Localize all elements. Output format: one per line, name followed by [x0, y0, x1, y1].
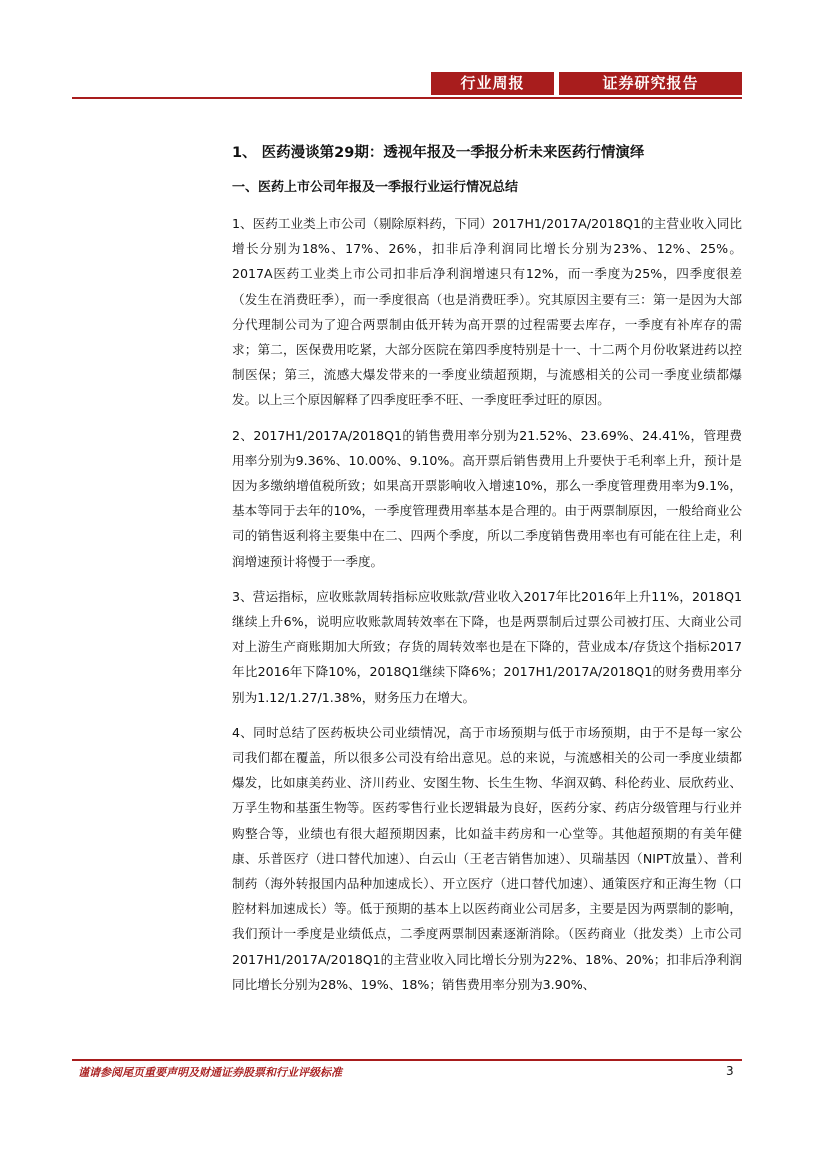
section-subtitle: 一、医药上市公司年报及一季报行业运行情况总结 [232, 180, 519, 195]
paragraph-2: 2、2017H1/2017A/2018Q1的销售费用率分别为21.52%、23.69%、24.41%，管理费用率分别为9.36%、10.00%、9.10%。高开票后销售费用上升要快于毛利率上升，预计是因为多缴纳增值税所致；如果高开票影响收入增速10%，那么一季度管理费用率为9.1%，基本等同于去年的10%，一季度管理费用率基本是合理的。由于两票制原因，一般给商业公司的销售返利将主要集中在二、四两个季度，所以二季度销售费用率也有可能在往上走，利润增速预计将慢于一季度。 [232, 427, 742, 569]
paragraph-3: 3、营运指标，应收账款周转指标应收账款/营业收入2017年比2016年上升11%，2018Q1继续上升6%，说明应收账款周转效率在下降，也是两票制后过票公司被打压、大商业公司对上游生产商账期加大所致；存货的周转效率也是在下降的，营业成本/存货这个指标2017年比2016年下降10%，2018Q1继续下降6%；2017H1/2017A/2018Q1的财务费用率分别为1.12/1.27/1.38%，财务压力在增大。 [232, 588, 742, 705]
header-tag-weekly: 行业周报 [431, 72, 554, 95]
section-title: 1、 医药漫谈第29期：透视年报及一季报分析未来医药行情演绎 [232, 145, 645, 161]
header-divider [72, 97, 742, 99]
paragraph-4: 4、同时总结了医药板块公司业绩情况，高于市场预期与低于市场预期，由于不是每一家公司我们都在覆盖，所以很多公司没有给出意见。总的来说，与流感相关的公司一季度业绩都爆发，比如康美药业、济川药业、安图生物、长生生物、华润双鹤、科伦药业、辰欣药业、万孚生物和基蛋生物等。医药零售行业长逻辑最为良好，医药分家、药店分级管理与行业并购整合等，业绩也有很大超预期因素，比如益丰药房和一心堂等。其他超预期的有美年健康、乐普医疗（进口替代加速）、白云山（王老吉销售加速）、贝瑞基因（NIPT放量）、普利制药（海外转报国内品种加速成长）、开立医疗（进口替代加速）、通策医疗和正海生物（口腔材料加速成长）等。低于预期的基本上以医药商业公司居多，主要是因为两票制的影响，我们预计一季度是业绩低点，二季度两票制因素逐渐消除。（医药商业（批发类）上市公司2017H1/2017A/2018Q1的主营业收入同比增长分别为22%、18%、20%；扣非后净利润同比增长分别为28%、19%、18%；销售费用率分别为3.90%、 [232, 724, 742, 992]
paragraph-1: 1、医药工业类上市公司（剔除原料药，下同）2017H1/2017A/2018Q1的主营业收入同比增长分别为18%、17%、26%，扣非后净利润同比增长分别为23%、12%、25%。2017A医药工业类上市公司扣非后净利润增速只有12%，而一季度为25%，四季度很差（发生在消费旺季），而一季度很高（也是消费旺季）。究其原因主要有三：第一是因为大部分代理制公司为了迎合两票制由低开转为高开票的过程需要去库存，一季度有补库存的需求；第二，医保费用吃紧，大部分医院在第四季度特别是十一、十二两个月份收紧进药以控制医保；第三，流感大爆发带来的一季度业绩超预期，与流感相关的公司一季度业绩都爆发。以上三个原因解释了四季度旺季不旺、一季度旺季过旺的原因。 [232, 216, 742, 408]
report-body [232, 143, 742, 1007]
footer-divider [72, 1059, 742, 1061]
header-tag-research-report: 证券研究报告 [559, 72, 742, 95]
page-number: 3 [726, 1064, 734, 1078]
footer-disclaimer: 谨请参阅尾页重要声明及财通证券股票和行业评级标准 [78, 1066, 342, 1079]
